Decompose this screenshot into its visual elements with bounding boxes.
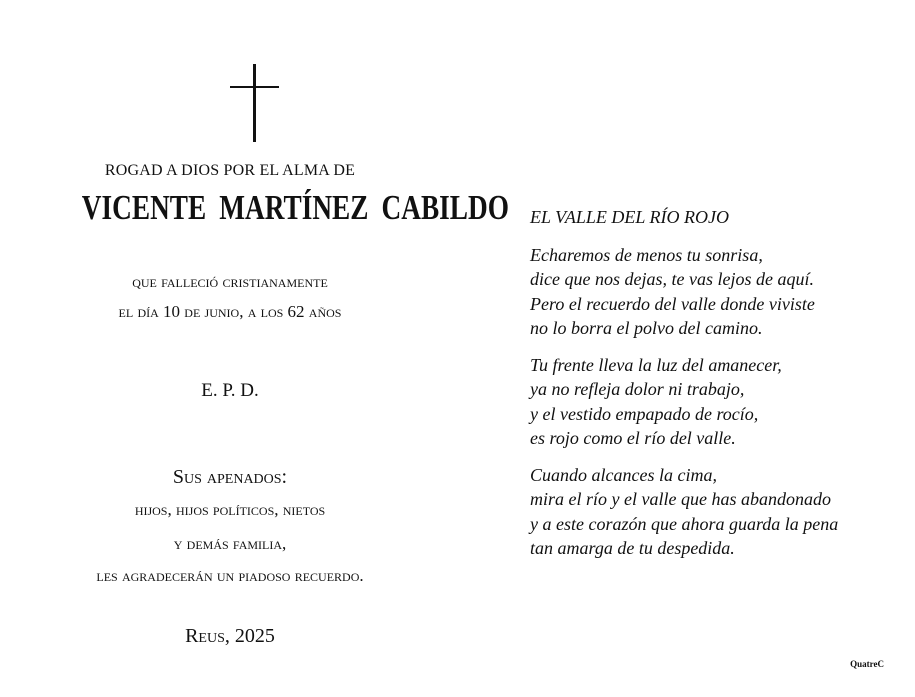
poem-line: Pero el recuerdo del valle donde viviste (530, 293, 815, 314)
poem-line: tan amarga de tu despedida. (530, 538, 735, 558)
printer-signature: QuatreC (850, 659, 884, 669)
poem-line: y a este corazón que ahora guarda la pena (530, 513, 839, 534)
poem-line: Echaremos de menos tu sonrisa, (530, 244, 763, 265)
poem-line: dice que nos dejas, te vas lejos de aquí. (530, 269, 814, 289)
died-line-1: que falleció cristianamente (132, 272, 328, 291)
poem (530, 205, 890, 573)
poem-line: y el vestido empapado de rocío, (530, 403, 759, 424)
poem-line: Cuando alcances la cima, (530, 464, 717, 485)
poem-line: mira el río y el valle que has abandonado (530, 489, 831, 509)
memorial-card-left (40, 0, 509, 697)
deceased-name: VICENTE MARTÍNEZ CABILDO (81, 188, 509, 227)
poem-line: no lo borra el polvo del camino. (530, 318, 763, 338)
poem-line: Tu frente lleva la luz del amanecer, (530, 354, 782, 375)
poem-stanza-1 (530, 243, 890, 341)
epd-text: E. P. D. (201, 380, 259, 401)
family-line-2: y demás familia, (173, 534, 287, 553)
died-line-2: el día 10 de junio, a los 62 años (118, 302, 342, 321)
mourners-title: Sus apenados: (172, 466, 288, 488)
family-line-3: les agradecerán un piadoso recuerdo. (96, 566, 364, 585)
family-line-1: hijos, hijos políticos, nietos (134, 500, 326, 519)
poem-title: EL VALLE DEL RÍO ROJO (530, 207, 730, 227)
pray-line: ROGAD A DIOS POR EL ALMA DE (104, 162, 356, 179)
cross-icon (230, 64, 282, 144)
poem-stanza-2 (530, 353, 890, 451)
place-year: Reus, 2025 (185, 625, 275, 647)
poem-stanza-3 (530, 463, 890, 561)
poem-line: es rojo como el río del valle. (530, 428, 736, 448)
poem-line: ya no refleja dolor ni trabajo, (530, 379, 745, 399)
